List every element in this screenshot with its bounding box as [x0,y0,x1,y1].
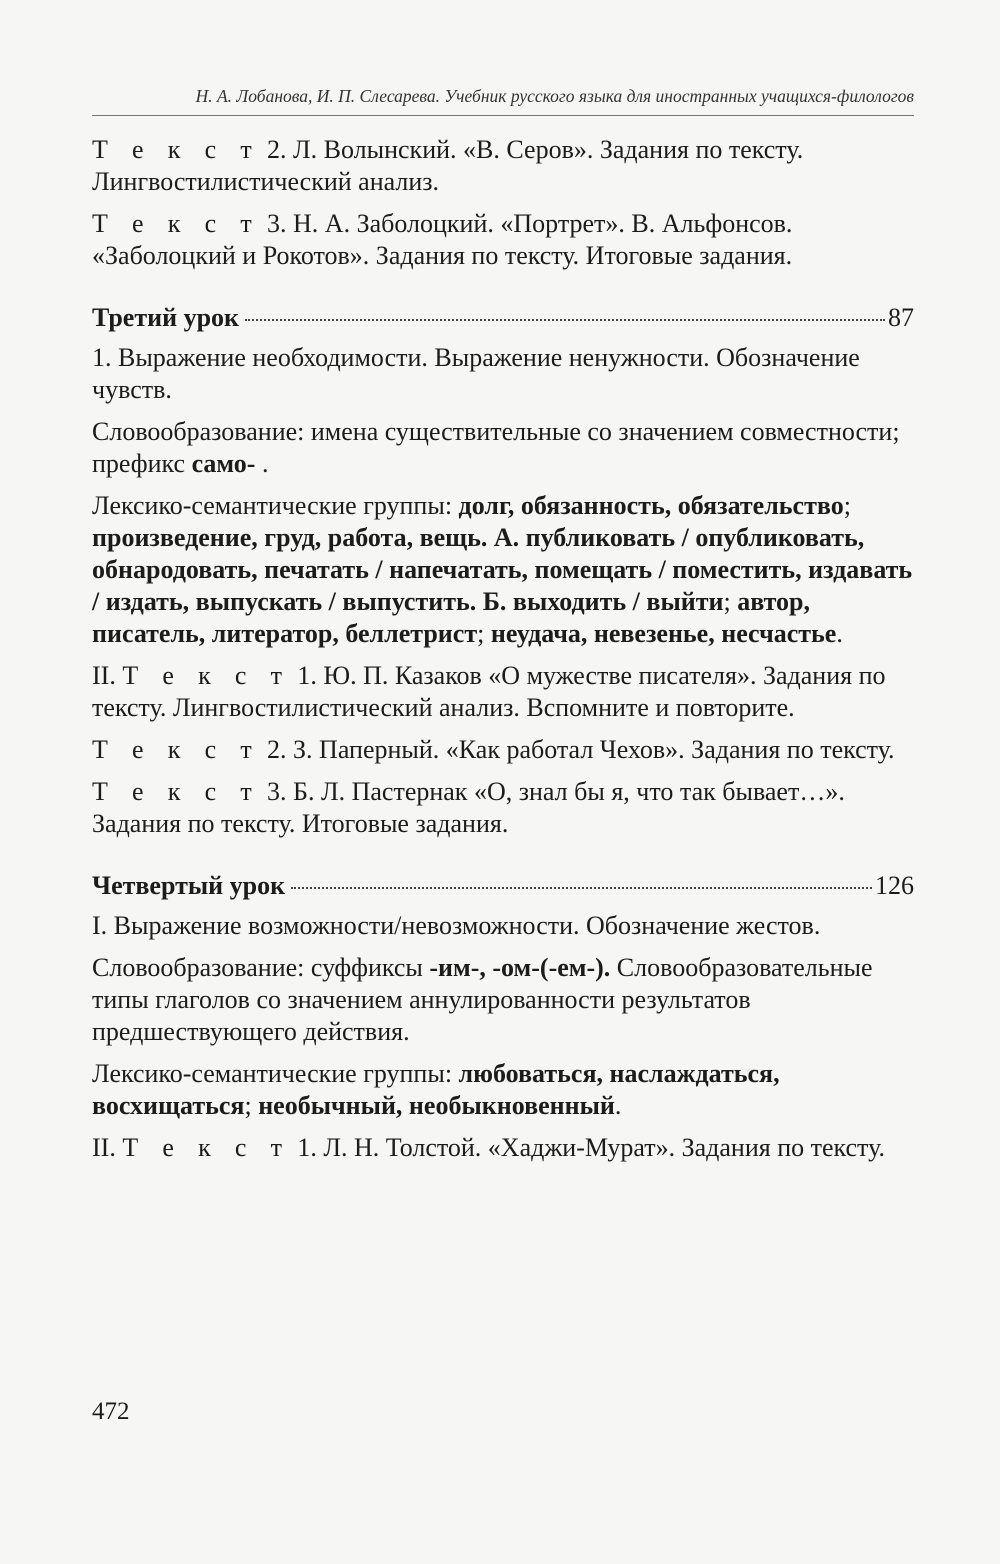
lesson3-word-formation [92,416,914,480]
separator: . [614,1091,622,1120]
plain-text: . [255,449,269,478]
plain-text: Словообразовательные типы глаголов со значением аннулированности результатов предшествующего действия. [92,953,873,1046]
bold-term: неудача, невезенье, несчастье [490,619,837,648]
bold-term: долг, обязанность, обязательство [458,491,844,520]
text-label: Т е к с т [92,777,261,806]
lesson-title: Четвертый урок [92,871,286,900]
plain-text: Словообразование: имена существительные со значением совместности; префикс [92,417,900,478]
bold-term: произведение, груд, работа, вещь. А. публиковать / опубликовать, обнародовать, печатать / напечатать, помещать / поместить, издавать / издать, выпускать / выпустить. Б. выходить / выйти [92,523,913,616]
text-label: Т е к с т [92,135,261,164]
plain-text: Лексико-семантические группы: [92,491,459,520]
plain-text: Словообразование: суффиксы [92,953,430,982]
text-entry: 2. Л. Волынский. «В. Серов». Задания по тексту. Лингвостилистический анализ. [92,135,804,196]
lesson4-text-1 [92,1132,914,1164]
bold-term: необычный, необыкновенный [258,1091,615,1120]
dot-leader [245,319,885,321]
text-entry: 3. Н. А. Заболоцкий. «Портрет». В. Альфонсов. «Заболоцкий и Рокотов». Задания по тексту. Итоговые задания. [92,209,793,270]
lesson4-topics: I. Выражение возможности/невозможности. Обозначение жестов. [92,911,821,940]
text-label: Т е к с т [92,209,261,238]
text-label: Т е к с т [92,735,261,764]
lesson-title: Третий урок [92,303,240,332]
plain-text: Лексико-семантические группы: [92,1059,459,1088]
lesson3-text-1 [92,660,914,724]
lesson3-text-2 [92,734,914,766]
lesson-page-number: 126 [875,871,914,900]
text-entry: 1. Л. Н. Толстой. «Хаджи-Мурат». Задания по тексту. [290,1133,885,1162]
separator: ; [477,619,491,648]
separator: . [836,619,843,648]
bold-term: само- [191,449,256,478]
separator: ; [723,587,738,616]
bold-term: -им-, -ом-(-ем-). [429,953,611,982]
text-label: Т е к с т [122,1133,291,1162]
toc-entry-text-2 [92,134,914,198]
page-number: 472 [92,1398,130,1425]
section-prefix: II. [92,661,123,690]
bold-term: автор, писатель, литератор, беллетрист [92,587,811,648]
lesson4-lexical-groups [92,1058,914,1122]
running-header: Н. А. Лобанова, И. П. Слесарева. Учебник русского языка для иностранных учащихся-филологов [195,86,914,106]
toc-heading-lesson-3 [92,302,914,334]
lesson3-topics: 1. Выражение необходимости. Выражение ненужности. Обозначение чувств. [92,343,860,404]
lesson4-word-formation [92,952,914,1048]
separator: ; [843,491,851,520]
text-label: Т е к с т [122,661,291,690]
bold-term: любоваться, наслаждаться, восхищаться [92,1059,780,1120]
header-rule [92,115,914,116]
text-entry: 2. З. Паперный. «Как работал Чехов». Задания по тексту. [260,735,895,764]
toc-entry-text-3 [92,208,914,272]
lesson3-lexical-groups [92,490,914,650]
lesson-page-number: 87 [888,303,914,332]
section-prefix: II. [92,1133,123,1162]
dot-leader [291,887,872,889]
text-entry: 1. Ю. П. Казаков «О мужестве писателя». Задания по тексту. Лингвостилистический анализ. Вспомните и повторите. [92,661,886,722]
table-of-contents [92,134,914,1174]
toc-heading-lesson-4 [92,870,914,902]
separator: ; [244,1091,259,1120]
lesson3-text-3 [92,776,914,840]
text-entry: 3. Б. Л. Пастернак «О, знал бы я, что так бывает…». Задания по тексту. Итоговые задания. [92,777,845,838]
